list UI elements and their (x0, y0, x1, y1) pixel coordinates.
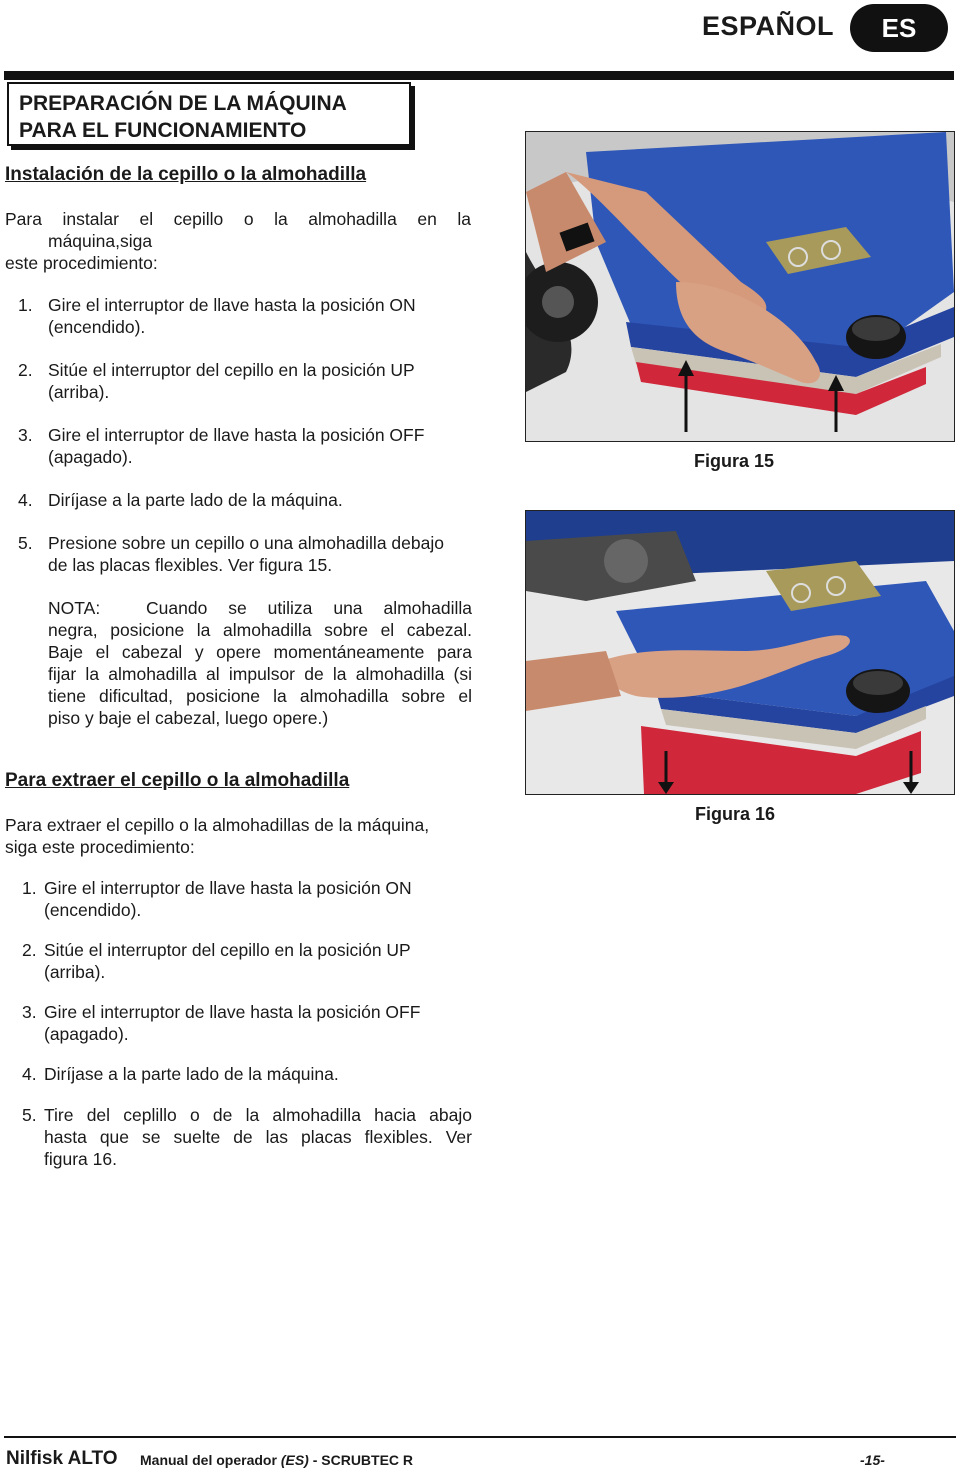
section-title-box (7, 82, 411, 146)
step-text-cont: (arriba). (44, 962, 106, 982)
figure-16-photo (525, 510, 955, 795)
footer-brand: Nilfisk ALTO (6, 1448, 118, 1469)
step-text-cont: figura 16. (44, 1149, 117, 1169)
remove-intro-line-2: siga este procedimiento: (5, 837, 195, 857)
footer-manual-title (140, 1452, 413, 1468)
step-text: Diríjase a la parte lado de la máquina. (48, 490, 343, 510)
install-intro-line-1: Para instalar el cepillo o la almohadilla en la (5, 209, 471, 229)
step-text-cont: (apagado). (44, 1024, 129, 1044)
install-intro-line-3: este procedimiento: (5, 253, 158, 273)
note-line: fijar la almohadilla al impulsor de la almohadilla (si (48, 664, 472, 684)
figure-15-illustration (526, 132, 954, 441)
step-number: 3. (22, 1002, 37, 1022)
step-number: 4. (22, 1064, 37, 1084)
step-text: Gire el interruptor de llave hasta la posición OFF (48, 425, 425, 445)
step-number: 3. (18, 425, 33, 445)
step-number: 5. (18, 533, 33, 553)
step-number: 2. (18, 360, 33, 380)
step-text-cont: (encendido). (44, 900, 142, 920)
footer-rule (4, 1436, 956, 1438)
install-intro-line-2: máquina,siga (48, 231, 153, 251)
note-text-first: Cuando se utiliza una almohadilla (146, 598, 472, 618)
language-badge: ES (850, 4, 948, 52)
manual-suffix: - SCRUBTEC R (308, 1452, 414, 1468)
step-text: Diríjase a la parte lado de la máquina. (44, 1064, 339, 1084)
figure-16-illustration (526, 511, 954, 794)
header-rule (4, 71, 954, 80)
step-text-cont: (arriba). (48, 382, 110, 402)
step-number: 1. (22, 878, 37, 898)
step-text: Tire del ceplillo o de la almohadilla hacia abajo (44, 1105, 472, 1125)
step-text-cont: (apagado). (48, 447, 133, 467)
step-text: Sitúe el interruptor del cepillo en la posición UP (48, 360, 415, 380)
remove-intro-line-1: Para extraer el cepillo o la almohadillas de la máquina, (5, 815, 430, 835)
figure-15-caption: Figura 15 (694, 451, 775, 471)
step-text-cont: de las placas flexibles. Ver figura 15. (48, 555, 333, 575)
section-title-line-2: PARA EL FUNCIONAMIENTO (19, 119, 307, 142)
step-text: Sitúe el interruptor del cepillo en la posición UP (44, 940, 411, 960)
remove-heading: Para extraer el cepillo o la almohadilla (5, 770, 350, 791)
note-line: tiene dificultad, posicione la almohadilla sobre el (48, 686, 472, 706)
figure-16-caption: Figura 16 (695, 804, 776, 824)
step-number: 1. (18, 295, 33, 315)
step-number: 5. (22, 1105, 37, 1125)
page-number: -15- (860, 1452, 885, 1468)
section-title-line-1: PREPARACIÓN DE LA MÁQUINA (19, 92, 347, 115)
step-number: 2. (22, 940, 37, 960)
figure-15-photo (525, 131, 955, 442)
step-text-cont: (encendido). (48, 317, 146, 337)
note-line: piso y baje el cabezal, luego opere.) (48, 708, 329, 728)
manual-lang: (ES) (280, 1452, 309, 1468)
step-text: Gire el interruptor de llave hasta la posición OFF (44, 1002, 421, 1022)
install-heading: Instalación de la cepillo o la almohadilla (5, 164, 367, 185)
step-text: Gire el interruptor de llave hasta la posición ON (48, 295, 416, 315)
manual-prefix: Manual del operador (140, 1452, 281, 1468)
step-text-cont: hasta que se suelte de las placas flexibles. Ver (44, 1127, 472, 1147)
step-text: Gire el interruptor de llave hasta la posición ON (44, 878, 412, 898)
note-label: NOTA: (48, 598, 101, 618)
language-label: ESPAÑOL (701, 11, 834, 41)
step-text: Presione sobre un cepillo o una almohadilla debajo (48, 533, 444, 553)
note-line: Baje el cabezal y opere momentáneamente para (48, 642, 472, 662)
step-number: 4. (18, 490, 33, 510)
note-line: negra, posicione la almohadilla sobre el cabezal. (48, 620, 472, 640)
